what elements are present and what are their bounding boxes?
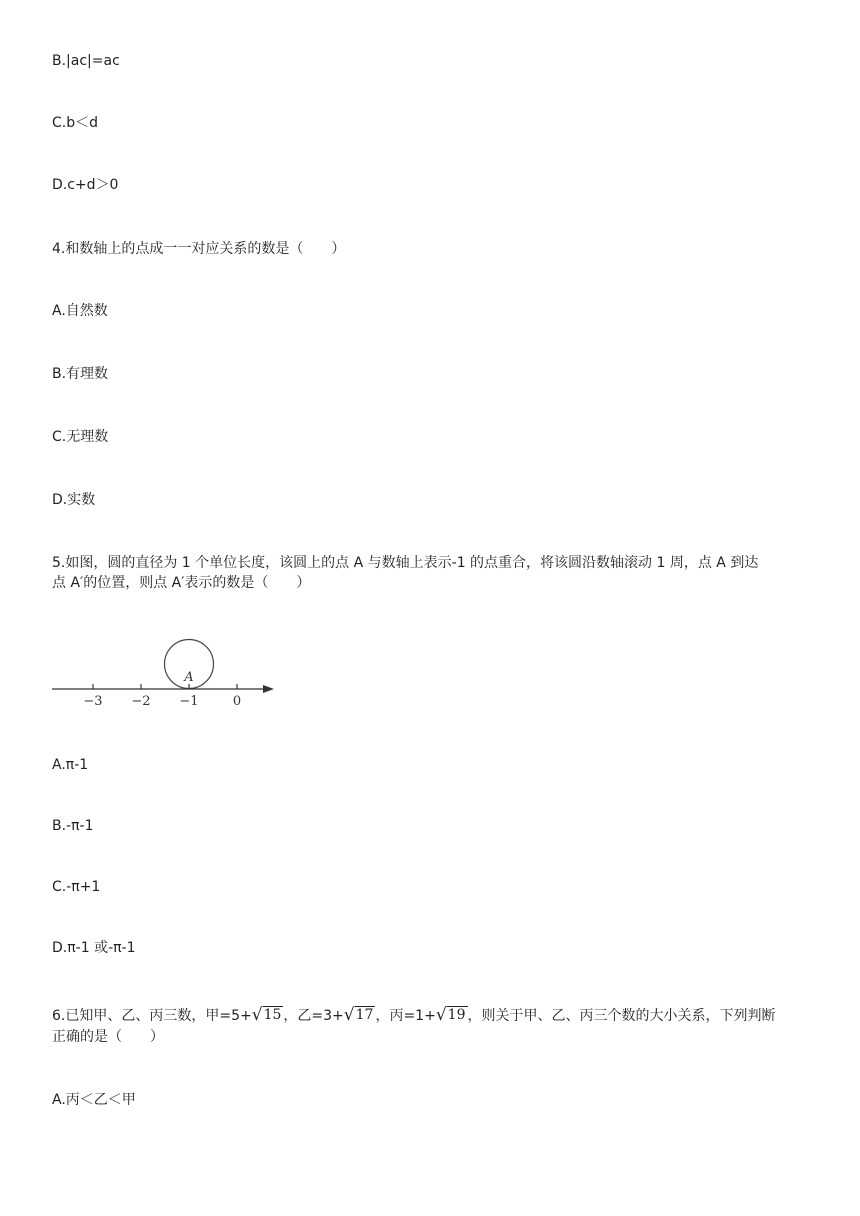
q5-stem-line1: 5.如图，圆的直径为 1 个单位长度，该圆上的点 A 与数轴上表示-1 的点重合，将该圆沿数轴滚动 1 周，点 A 到达 [52, 555, 759, 571]
q5-option-c: C.-π+1 [52, 879, 101, 895]
sqrt-19 [436, 1005, 468, 1026]
point-a-label: A [184, 670, 194, 685]
radicand-17: 17 [355, 1007, 374, 1023]
sqrt-17 [344, 1005, 376, 1026]
radicand-15: 15 [263, 1007, 282, 1023]
radicand-19: 19 [447, 1007, 466, 1023]
tick-label: −1 [179, 694, 199, 709]
q6-option-a: A.丙＜乙＜甲 [52, 1092, 136, 1108]
axis-arrow-icon [263, 685, 274, 693]
q5-stem-line2: 点 A′的位置，则点 A′表示的数是（ ） [52, 575, 311, 591]
q6-stem-suffix: ，则关于甲、乙、丙三个数的大小关系，下列判断 [467, 1008, 776, 1024]
q5-option-b: B.-π-1 [52, 818, 94, 834]
q4-option-b: B.有理数 [52, 366, 109, 382]
q4-stem: 4.和数轴上的点成一一对应关系的数是（ ） [52, 241, 346, 257]
tick-label: −3 [83, 694, 103, 709]
q6-stem-line2: 正确的是（ ） [52, 1029, 164, 1045]
radical-sign-icon: √ [435, 1005, 447, 1025]
q5-number-line-figure [50, 636, 290, 716]
radical-sign-icon: √ [251, 1005, 263, 1025]
q3-option-c: C.b＜d [52, 115, 98, 131]
tick-label: −2 [131, 694, 151, 709]
q6-stem-prefix: 6.已知甲、乙、丙三数，甲=5+ [52, 1008, 252, 1024]
q4-option-d: D.实数 [52, 492, 96, 508]
q5-option-d: D.π-1 或-π-1 [52, 940, 136, 956]
q4-option-c: C.无理数 [52, 429, 109, 445]
q6-stem-mid1: ，乙=3+ [283, 1008, 344, 1024]
q3-option-d: D.c+d＞0 [52, 177, 119, 193]
q6-stem-mid2: ，丙=1+ [375, 1008, 436, 1024]
q5-option-a: A.π-1 [52, 757, 89, 773]
radical-sign-icon: √ [343, 1005, 355, 1025]
q4-option-a: A.自然数 [52, 303, 108, 319]
q6-stem-line1 [52, 1005, 776, 1026]
tick-label: 0 [232, 694, 242, 709]
sqrt-15 [252, 1005, 284, 1026]
q3-option-b: B.|ac|=ac [52, 53, 120, 69]
